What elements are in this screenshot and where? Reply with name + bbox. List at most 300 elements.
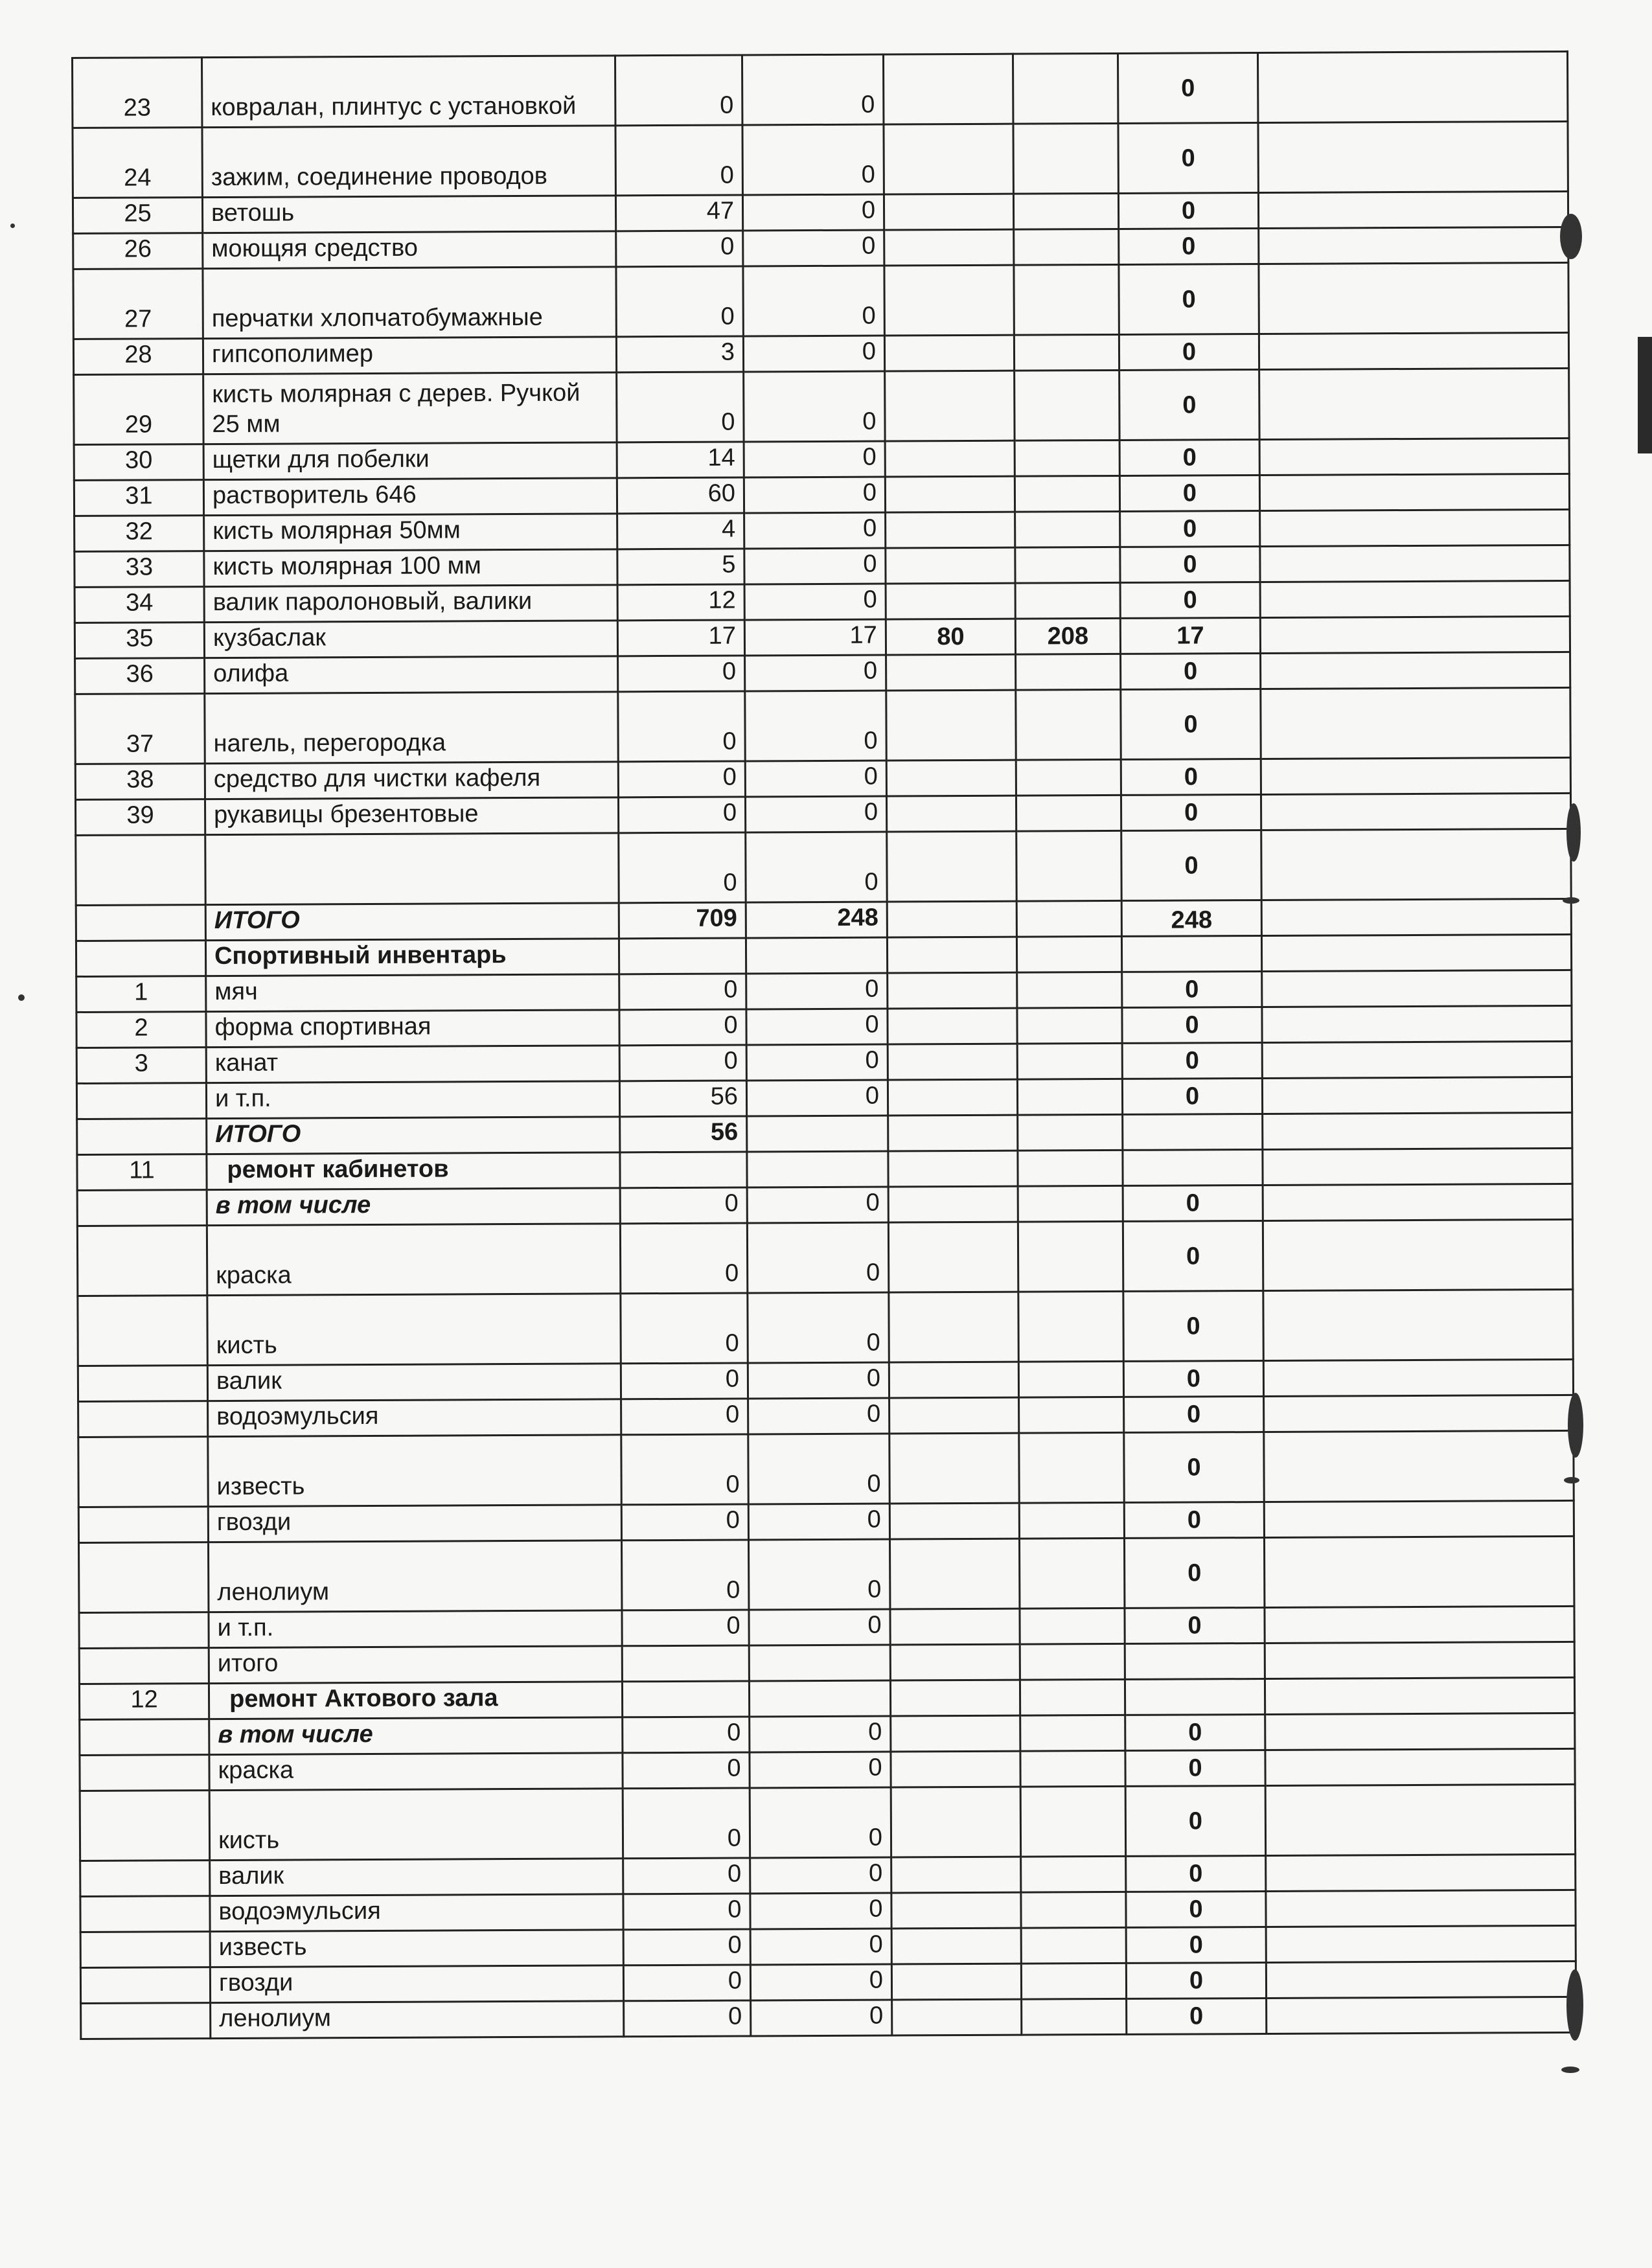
result-col-5: 0 bbox=[1125, 1714, 1265, 1750]
quantity-col-1: 60 bbox=[617, 477, 744, 514]
quantity-col-1: 47 bbox=[615, 195, 742, 231]
table-row bbox=[76, 1005, 1572, 1048]
blank-col bbox=[1265, 1748, 1575, 1785]
row-number bbox=[80, 1932, 210, 1968]
quantity-col-2: 0 bbox=[742, 194, 884, 231]
quantity-col-2: 0 bbox=[750, 1716, 891, 1752]
result-col-5: 0 bbox=[1125, 1607, 1265, 1644]
quantity-col-1: 0 bbox=[621, 1363, 748, 1399]
blank-col bbox=[1257, 51, 1567, 122]
blank-col bbox=[1258, 121, 1568, 192]
value-col-4 bbox=[1015, 440, 1119, 476]
item-name: растворитель 646 bbox=[203, 478, 617, 516]
result-col-5: 0 bbox=[1121, 759, 1261, 795]
value-col-4 bbox=[1014, 334, 1119, 371]
item-name: рукавицы брезентовые bbox=[205, 797, 619, 835]
blank-col bbox=[1266, 1925, 1576, 1962]
result-col-5: 0 bbox=[1119, 440, 1259, 476]
value-col-3 bbox=[884, 194, 1013, 230]
table-row bbox=[79, 1606, 1574, 1648]
blank-col bbox=[1259, 332, 1568, 369]
table-row bbox=[75, 545, 1570, 587]
item-name: водоэмульсия bbox=[210, 1894, 623, 1932]
blank-col bbox=[1261, 757, 1570, 794]
table-row bbox=[73, 262, 1568, 339]
value-col-3 bbox=[885, 371, 1015, 441]
result-col-5: 0 bbox=[1119, 334, 1259, 371]
item-name: ленолиум bbox=[211, 2001, 624, 2039]
quantity-col-1: 0 bbox=[618, 656, 745, 692]
quantity-col-1: 0 bbox=[618, 797, 745, 833]
scan-speck bbox=[1560, 214, 1582, 259]
result-col-5: 0 bbox=[1118, 123, 1258, 194]
blank-col bbox=[1260, 545, 1570, 582]
row-number bbox=[79, 1648, 209, 1684]
value-col-4: 208 bbox=[1015, 618, 1120, 654]
result-col-5: 0 bbox=[1121, 689, 1261, 759]
item-name: краска bbox=[209, 1753, 623, 1791]
value-col-3 bbox=[888, 1115, 1018, 1151]
quantity-col-1: 56 bbox=[619, 1081, 746, 1117]
row-number bbox=[78, 1401, 208, 1438]
quantity-col-2: 0 bbox=[750, 1752, 891, 1788]
value-col-4 bbox=[1016, 936, 1121, 972]
result-col-5: 0 bbox=[1122, 1042, 1262, 1079]
blank-col bbox=[1263, 1184, 1572, 1220]
value-col-3 bbox=[883, 54, 1013, 124]
quantity-col-1: 17 bbox=[617, 620, 744, 656]
table-row bbox=[77, 1184, 1572, 1226]
item-name: известь bbox=[210, 1930, 623, 1967]
item-name: ИТОГО bbox=[207, 1117, 620, 1154]
scan-speck bbox=[1564, 1477, 1579, 1483]
table-row bbox=[73, 191, 1568, 233]
result-col-5: 0 bbox=[1126, 1962, 1266, 1999]
table-body bbox=[73, 51, 1576, 2039]
value-col-4 bbox=[1018, 1186, 1123, 1222]
blank-col bbox=[1262, 1005, 1572, 1042]
row-number bbox=[78, 1507, 208, 1543]
table-row bbox=[80, 1925, 1576, 1967]
value-col-3 bbox=[886, 760, 1016, 796]
table-row bbox=[76, 899, 1571, 941]
quantity-col-1: 0 bbox=[619, 1045, 746, 1081]
item-name: в том числе bbox=[209, 1717, 623, 1755]
table-row bbox=[74, 474, 1569, 516]
table-row bbox=[77, 1112, 1572, 1154]
quantity-col-2: 0 bbox=[745, 796, 886, 832]
table-row bbox=[73, 332, 1568, 374]
quantity-col-1: 709 bbox=[619, 902, 746, 939]
item-name: олифа bbox=[205, 656, 618, 694]
item-name: известь bbox=[208, 1435, 621, 1507]
table-row bbox=[76, 1077, 1572, 1119]
blank-col bbox=[1262, 970, 1572, 1007]
table-row bbox=[76, 934, 1571, 976]
row-number: 35 bbox=[75, 623, 204, 659]
item-name: мяч bbox=[206, 974, 619, 1012]
blank-col bbox=[1266, 1890, 1576, 1927]
quantity-col-1 bbox=[622, 1681, 749, 1717]
table-row bbox=[75, 509, 1570, 551]
table-row bbox=[76, 829, 1571, 905]
blank-col bbox=[1263, 1148, 1572, 1185]
quantity-col-2: 17 bbox=[744, 619, 886, 656]
value-col-3 bbox=[891, 1751, 1020, 1787]
scan-speck bbox=[1566, 1969, 1583, 2041]
value-col-4 bbox=[1017, 1043, 1122, 1079]
blank-col bbox=[1259, 438, 1569, 475]
blank-col bbox=[1262, 1077, 1572, 1114]
row-number bbox=[80, 1719, 209, 1756]
value-col-3 bbox=[888, 972, 1017, 1009]
result-col-5: 0 bbox=[1120, 582, 1260, 619]
table-row bbox=[78, 1500, 1574, 1542]
result-col-5: 0 bbox=[1123, 1185, 1263, 1221]
value-col-3 bbox=[887, 937, 1016, 973]
row-number bbox=[76, 1083, 206, 1119]
item-name: перчатки хлопчатобумажные bbox=[203, 267, 616, 339]
value-col-3 bbox=[884, 265, 1014, 336]
value-col-4 bbox=[1018, 1114, 1123, 1151]
quantity-col-2: 0 bbox=[744, 512, 886, 549]
value-col-3 bbox=[889, 1503, 1019, 1539]
result-col-5: 248 bbox=[1121, 900, 1261, 936]
item-name: ветошь bbox=[202, 196, 615, 233]
quantity-col-1: 0 bbox=[619, 832, 746, 903]
row-number: 33 bbox=[75, 551, 204, 588]
table-row bbox=[73, 121, 1568, 198]
quantity-col-2: 0 bbox=[748, 1434, 889, 1504]
value-col-4 bbox=[1019, 1397, 1124, 1433]
table-row bbox=[78, 1430, 1574, 1507]
item-name: кисть молярная с дерев. Ручкой 25 мм bbox=[203, 372, 617, 444]
value-col-3 bbox=[888, 1151, 1018, 1187]
table-row bbox=[80, 1890, 1576, 1932]
value-col-3 bbox=[886, 690, 1016, 761]
item-name: ковралан, плинтус с установкой bbox=[202, 56, 615, 128]
quantity-col-2: 0 bbox=[751, 2000, 892, 2036]
value-col-3 bbox=[888, 1186, 1018, 1222]
value-col-4 bbox=[1014, 229, 1119, 265]
result-col-5: 0 bbox=[1121, 794, 1261, 830]
table-row bbox=[79, 1642, 1574, 1684]
value-col-4 bbox=[1018, 1291, 1123, 1362]
quantity-col-1 bbox=[620, 1152, 747, 1188]
value-col-3 bbox=[891, 1787, 1020, 1857]
value-col-4 bbox=[1013, 53, 1118, 124]
quantity-col-1: 0 bbox=[621, 1399, 748, 1435]
blank-col bbox=[1264, 1500, 1574, 1537]
quantity-col-1: 0 bbox=[616, 231, 743, 267]
item-name: и т.п. bbox=[206, 1081, 619, 1119]
blank-col bbox=[1264, 1536, 1574, 1607]
quantity-col-1 bbox=[619, 938, 746, 974]
result-col-5: 0 bbox=[1126, 1927, 1266, 1963]
item-name: канат bbox=[206, 1046, 619, 1083]
result-col-5: 0 bbox=[1123, 1360, 1263, 1397]
blank-col bbox=[1265, 1784, 1575, 1855]
value-col-4 bbox=[1015, 511, 1120, 547]
blank-col bbox=[1259, 262, 1568, 334]
row-number: 1 bbox=[76, 976, 206, 1013]
row-number bbox=[77, 1190, 207, 1226]
quantity-col-2: 0 bbox=[744, 548, 886, 584]
quantity-col-1: 0 bbox=[618, 691, 745, 762]
value-col-3 bbox=[889, 1433, 1019, 1504]
row-number bbox=[76, 835, 205, 906]
item-name: валик паролоновый, валики bbox=[204, 585, 617, 623]
table-row bbox=[77, 1219, 1572, 1296]
item-name: Спортивный инвентарь bbox=[205, 939, 619, 976]
table-row bbox=[75, 580, 1570, 623]
quantity-col-2: 248 bbox=[746, 902, 887, 938]
table-row bbox=[73, 51, 1568, 128]
value-col-4 bbox=[1017, 972, 1122, 1008]
quantity-col-1: 0 bbox=[624, 2000, 751, 2037]
quantity-col-2: 0 bbox=[748, 1292, 889, 1363]
value-col-4 bbox=[1021, 1856, 1126, 1892]
result-col-5 bbox=[1125, 1678, 1265, 1715]
quantity-col-2: 0 bbox=[744, 584, 886, 620]
table-row bbox=[76, 970, 1572, 1012]
value-col-4 bbox=[1019, 1538, 1124, 1609]
row-number bbox=[80, 1967, 210, 2004]
result-col-5: 0 bbox=[1124, 1537, 1264, 1608]
value-col-3 bbox=[891, 1857, 1021, 1893]
value-col-3: 80 bbox=[886, 619, 1015, 655]
row-number bbox=[78, 1366, 207, 1402]
value-col-3 bbox=[885, 476, 1015, 512]
scan-speck bbox=[18, 994, 25, 1001]
item-name: итого bbox=[209, 1646, 622, 1684]
quantity-col-2: 0 bbox=[743, 336, 884, 372]
quantity-col-1: 0 bbox=[620, 1187, 747, 1224]
blank-col bbox=[1264, 1395, 1574, 1432]
value-col-4 bbox=[1018, 1221, 1123, 1292]
quantity-col-2: 0 bbox=[746, 1080, 888, 1116]
blank-col bbox=[1260, 580, 1570, 617]
table-row bbox=[74, 368, 1569, 444]
row-number: 32 bbox=[75, 516, 204, 552]
result-col-5: 0 bbox=[1121, 653, 1261, 689]
blank-col bbox=[1263, 1359, 1573, 1396]
result-col-5: 0 bbox=[1119, 229, 1259, 265]
value-col-4 bbox=[1015, 582, 1120, 619]
table-row bbox=[74, 438, 1569, 480]
value-col-3 bbox=[889, 1539, 1019, 1609]
value-col-3 bbox=[885, 441, 1015, 477]
result-col-5: 17 bbox=[1120, 618, 1260, 654]
row-number: 29 bbox=[74, 374, 203, 445]
quantity-col-2: 0 bbox=[750, 1787, 891, 1858]
value-col-3 bbox=[884, 229, 1014, 266]
value-col-4 bbox=[1018, 1150, 1123, 1186]
item-name bbox=[205, 833, 619, 905]
item-name: кузбаслак bbox=[204, 621, 617, 658]
value-col-3 bbox=[887, 901, 1016, 937]
row-number bbox=[80, 1791, 209, 1861]
quantity-col-1: 0 bbox=[621, 1293, 748, 1364]
item-name: кисть молярная 100 мм bbox=[204, 549, 617, 587]
table-row bbox=[78, 1395, 1574, 1437]
value-col-4 bbox=[1013, 193, 1118, 229]
row-number: 37 bbox=[75, 694, 205, 764]
result-col-5 bbox=[1125, 1643, 1265, 1679]
item-name: гвозди bbox=[208, 1505, 621, 1542]
value-col-4 bbox=[1018, 1361, 1123, 1397]
scan-speck bbox=[10, 223, 15, 228]
table-row bbox=[76, 1041, 1572, 1083]
row-number bbox=[77, 1119, 207, 1155]
quantity-col-2: 0 bbox=[748, 1504, 889, 1540]
quantity-col-2: 0 bbox=[743, 230, 884, 266]
quantity-col-2: 0 bbox=[745, 655, 886, 691]
value-col-3 bbox=[886, 547, 1015, 584]
table-row bbox=[80, 1784, 1575, 1861]
blank-col bbox=[1265, 1606, 1574, 1643]
row-number bbox=[76, 941, 205, 977]
blank-col bbox=[1263, 1219, 1572, 1290]
item-name: щетки для побелки bbox=[203, 442, 617, 480]
quantity-col-2: 0 bbox=[746, 832, 887, 902]
value-col-3 bbox=[887, 831, 1016, 902]
blank-col bbox=[1264, 1430, 1574, 1502]
quantity-col-2: 0 bbox=[744, 477, 885, 513]
table-row bbox=[73, 227, 1568, 269]
result-col-5: 0 bbox=[1118, 193, 1258, 229]
table-row bbox=[79, 1536, 1574, 1612]
value-col-4 bbox=[1017, 1007, 1122, 1044]
row-number bbox=[77, 1226, 207, 1296]
quantity-col-1: 0 bbox=[623, 1717, 750, 1753]
table-row bbox=[78, 1359, 1573, 1401]
quantity-col-1: 0 bbox=[623, 1965, 750, 2001]
result-col-5: 0 bbox=[1122, 1007, 1262, 1043]
result-col-5: 0 bbox=[1125, 1750, 1265, 1786]
row-number: 28 bbox=[73, 339, 203, 375]
result-col-5: 0 bbox=[1119, 264, 1259, 335]
value-col-4 bbox=[1016, 900, 1121, 937]
row-number: 39 bbox=[76, 799, 205, 836]
row-number: 2 bbox=[76, 1012, 206, 1048]
value-col-4 bbox=[1021, 1927, 1126, 1964]
blank-col bbox=[1265, 1642, 1574, 1678]
result-col-5 bbox=[1123, 1114, 1263, 1150]
row-number: 31 bbox=[74, 480, 203, 516]
value-col-4 bbox=[1016, 654, 1121, 690]
row-number bbox=[78, 1296, 207, 1366]
row-number: 25 bbox=[73, 198, 202, 234]
quantity-col-2: 0 bbox=[744, 371, 885, 442]
result-col-5: 0 bbox=[1124, 1396, 1264, 1432]
quantity-col-2 bbox=[747, 1151, 888, 1187]
blank-col bbox=[1266, 1961, 1576, 1998]
value-col-3 bbox=[884, 124, 1013, 194]
quantity-col-1: 0 bbox=[623, 1752, 750, 1789]
value-col-4 bbox=[1016, 795, 1121, 831]
quantity-col-2: 0 bbox=[746, 973, 888, 1009]
result-col-5: 0 bbox=[1122, 971, 1262, 1007]
quantity-col-1: 0 bbox=[623, 1858, 750, 1894]
quantity-col-2: 0 bbox=[742, 124, 884, 195]
row-number bbox=[80, 1861, 210, 1897]
item-name: и т.п. bbox=[209, 1610, 622, 1648]
quantity-col-2: 0 bbox=[748, 1539, 889, 1610]
row-number: 3 bbox=[76, 1048, 206, 1084]
blank-col bbox=[1258, 191, 1568, 228]
value-col-4 bbox=[1021, 1963, 1126, 1999]
quantity-col-1: 0 bbox=[623, 1894, 750, 1930]
value-col-3 bbox=[889, 1397, 1019, 1434]
value-col-4 bbox=[1021, 1892, 1126, 1928]
row-number: 34 bbox=[75, 587, 204, 623]
value-col-3 bbox=[891, 1715, 1020, 1752]
table-row bbox=[79, 1677, 1574, 1719]
quantity-col-1: 0 bbox=[623, 1929, 750, 1965]
result-col-5: 0 bbox=[1126, 1891, 1266, 1927]
value-col-4 bbox=[1016, 830, 1121, 901]
value-col-4 bbox=[1016, 689, 1121, 760]
result-col-5: 0 bbox=[1127, 1998, 1267, 2034]
quantity-col-2: 0 bbox=[749, 1609, 890, 1645]
value-col-4 bbox=[1020, 1750, 1125, 1787]
blank-col bbox=[1261, 934, 1571, 971]
row-number bbox=[79, 1542, 209, 1613]
quantity-col-1: 0 bbox=[615, 125, 742, 196]
item-name: кисть bbox=[207, 1294, 621, 1366]
quantity-col-1: 12 bbox=[617, 584, 744, 621]
quantity-col-2: 0 bbox=[750, 1857, 891, 1894]
value-col-4 bbox=[1020, 1786, 1125, 1857]
item-name: ленолиум bbox=[209, 1541, 622, 1612]
blank-col bbox=[1265, 1713, 1575, 1750]
value-col-3 bbox=[889, 1292, 1018, 1362]
value-col-4 bbox=[1020, 1644, 1125, 1680]
quantity-col-1: 56 bbox=[620, 1116, 747, 1152]
quantity-col-2: 0 bbox=[746, 1009, 888, 1045]
scan-speck bbox=[1566, 803, 1581, 862]
quantity-col-1 bbox=[622, 1645, 749, 1682]
quantity-col-1: 4 bbox=[617, 513, 744, 549]
blank-col bbox=[1260, 616, 1570, 653]
item-name: в том числе bbox=[207, 1188, 620, 1226]
quantity-col-2: 0 bbox=[750, 1964, 891, 2000]
value-col-4 bbox=[1020, 1679, 1125, 1715]
result-col-5: 0 bbox=[1124, 1432, 1264, 1502]
quantity-col-1: 0 bbox=[622, 1610, 749, 1646]
row-number bbox=[76, 905, 205, 941]
item-name: валик bbox=[207, 1364, 621, 1401]
quantity-col-1: 0 bbox=[615, 55, 742, 126]
item-name: форма спортивная bbox=[206, 1010, 619, 1048]
quantity-col-2: 0 bbox=[742, 54, 883, 125]
scan-speck bbox=[1561, 2067, 1579, 2073]
quantity-col-2: 0 bbox=[743, 266, 884, 336]
row-number bbox=[78, 1437, 208, 1507]
table-row bbox=[75, 616, 1570, 658]
result-col-5: 0 bbox=[1120, 511, 1260, 547]
quantity-col-2: 0 bbox=[746, 1044, 888, 1081]
blank-col bbox=[1260, 509, 1570, 546]
quantity-col-2: 0 bbox=[745, 761, 886, 797]
value-col-3 bbox=[886, 654, 1016, 691]
quantity-col-2: 0 bbox=[747, 1187, 888, 1223]
result-col-5: 0 bbox=[1126, 1855, 1266, 1892]
blank-col bbox=[1263, 1112, 1572, 1149]
result-col-5: 0 bbox=[1121, 830, 1261, 900]
item-name: моющяя средство bbox=[203, 231, 616, 269]
